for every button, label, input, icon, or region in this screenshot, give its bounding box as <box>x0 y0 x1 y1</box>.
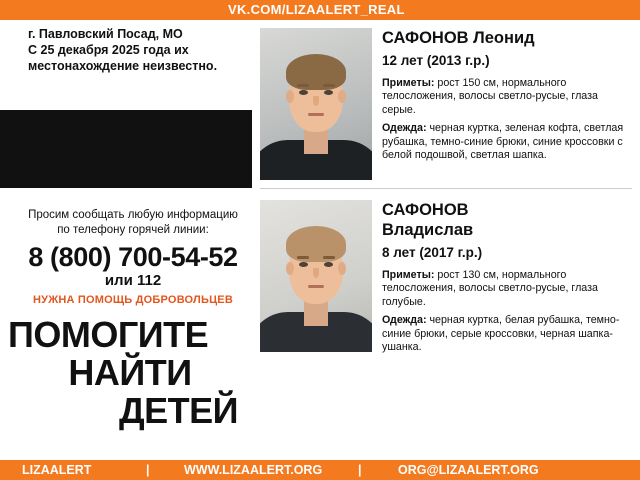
footer-separator-1: | <box>146 463 150 477</box>
child-age: 12 лет (2013 г.р.) <box>382 53 490 68</box>
headline-line-3: ДЕТЕЙ <box>118 390 238 431</box>
location-block <box>28 26 242 74</box>
child-description <box>382 77 632 162</box>
card-divider <box>260 188 632 189</box>
hotline-request-line1: Просим сообщать любую информацию <box>28 209 238 221</box>
signs-text: рост 130 см, нормального телосложения, волосы светло-русые, глаза голубые. <box>382 269 598 308</box>
footer-separator-2: | <box>358 463 362 477</box>
photo-child-2 <box>260 200 372 352</box>
child-info <box>382 200 632 359</box>
child-name: САФОНОВ Леонид <box>382 29 535 47</box>
vk-page-link[interactable]: VK.COM/LIZAALERT_REAL <box>228 2 405 17</box>
child-signs <box>382 77 632 117</box>
clothes-label: Одежда: <box>382 122 427 135</box>
child-description <box>382 269 632 354</box>
photo-child-1 <box>260 28 372 180</box>
child-clothes <box>382 122 632 162</box>
signs-label: Приметы: <box>382 269 435 281</box>
hotline-phone-alt[interactable]: или 112 <box>104 272 162 289</box>
child-signs <box>382 269 632 309</box>
child-age: 8 лет (2017 г.р.) <box>382 245 483 260</box>
location-city: г. Павловский Посад, МО <box>28 27 183 41</box>
left-column <box>0 20 252 460</box>
right-column <box>252 20 640 460</box>
headline-line-2: НАЙТИ <box>68 352 192 393</box>
footer-brand: LIZAALERT <box>22 463 92 477</box>
portrait-illustration <box>260 200 372 352</box>
child-name-line2: Владислав <box>382 221 474 239</box>
clothes-text: черная куртка, зеленая кофта, светлая рубашка, темно-синие брюки, синие кроссовки с белой подошвой, светлая шапка. <box>382 122 624 162</box>
headline-line-1: ПОМОГИТЕ <box>8 314 209 355</box>
volunteers-needed-label: НУЖНА ПОМОЩЬ ДОБРОВОЛЬЦЕВ <box>33 294 233 306</box>
hotline-phone-number[interactable]: 8 (800) 700-54-52 <box>28 242 238 272</box>
clothes-text: черная куртка, белая рубашка, темно-синие брюки, серые кроссовки, черная шапка-ушанка. <box>382 314 620 354</box>
child-info <box>382 28 632 167</box>
headline-block <box>8 316 252 430</box>
signs-text: рост 150 см, нормального телосложения, волосы светло-русые, глаза серые. <box>382 77 598 116</box>
black-decorative-band <box>0 110 252 188</box>
portrait-illustration <box>260 28 372 180</box>
bottom-orange-bar <box>0 460 640 480</box>
footer-email-link[interactable]: ORG@LIZAALERT.ORG <box>398 463 539 477</box>
missing-since-line2: местонахождение неизвестно. <box>28 59 218 73</box>
clothes-label: Одежда: <box>382 314 427 327</box>
child-clothes <box>382 314 632 354</box>
top-orange-bar <box>0 0 640 20</box>
missing-since-line1: С 25 декабря 2025 года их <box>28 43 189 57</box>
hotline-request-text <box>28 208 238 238</box>
hotline-request-line2: по телефону горячей линии: <box>57 224 209 236</box>
footer-website-link[interactable]: WWW.LIZAALERT.ORG <box>184 463 323 477</box>
child-name-line1: САФОНОВ <box>382 201 469 219</box>
signs-label: Приметы: <box>382 77 435 89</box>
